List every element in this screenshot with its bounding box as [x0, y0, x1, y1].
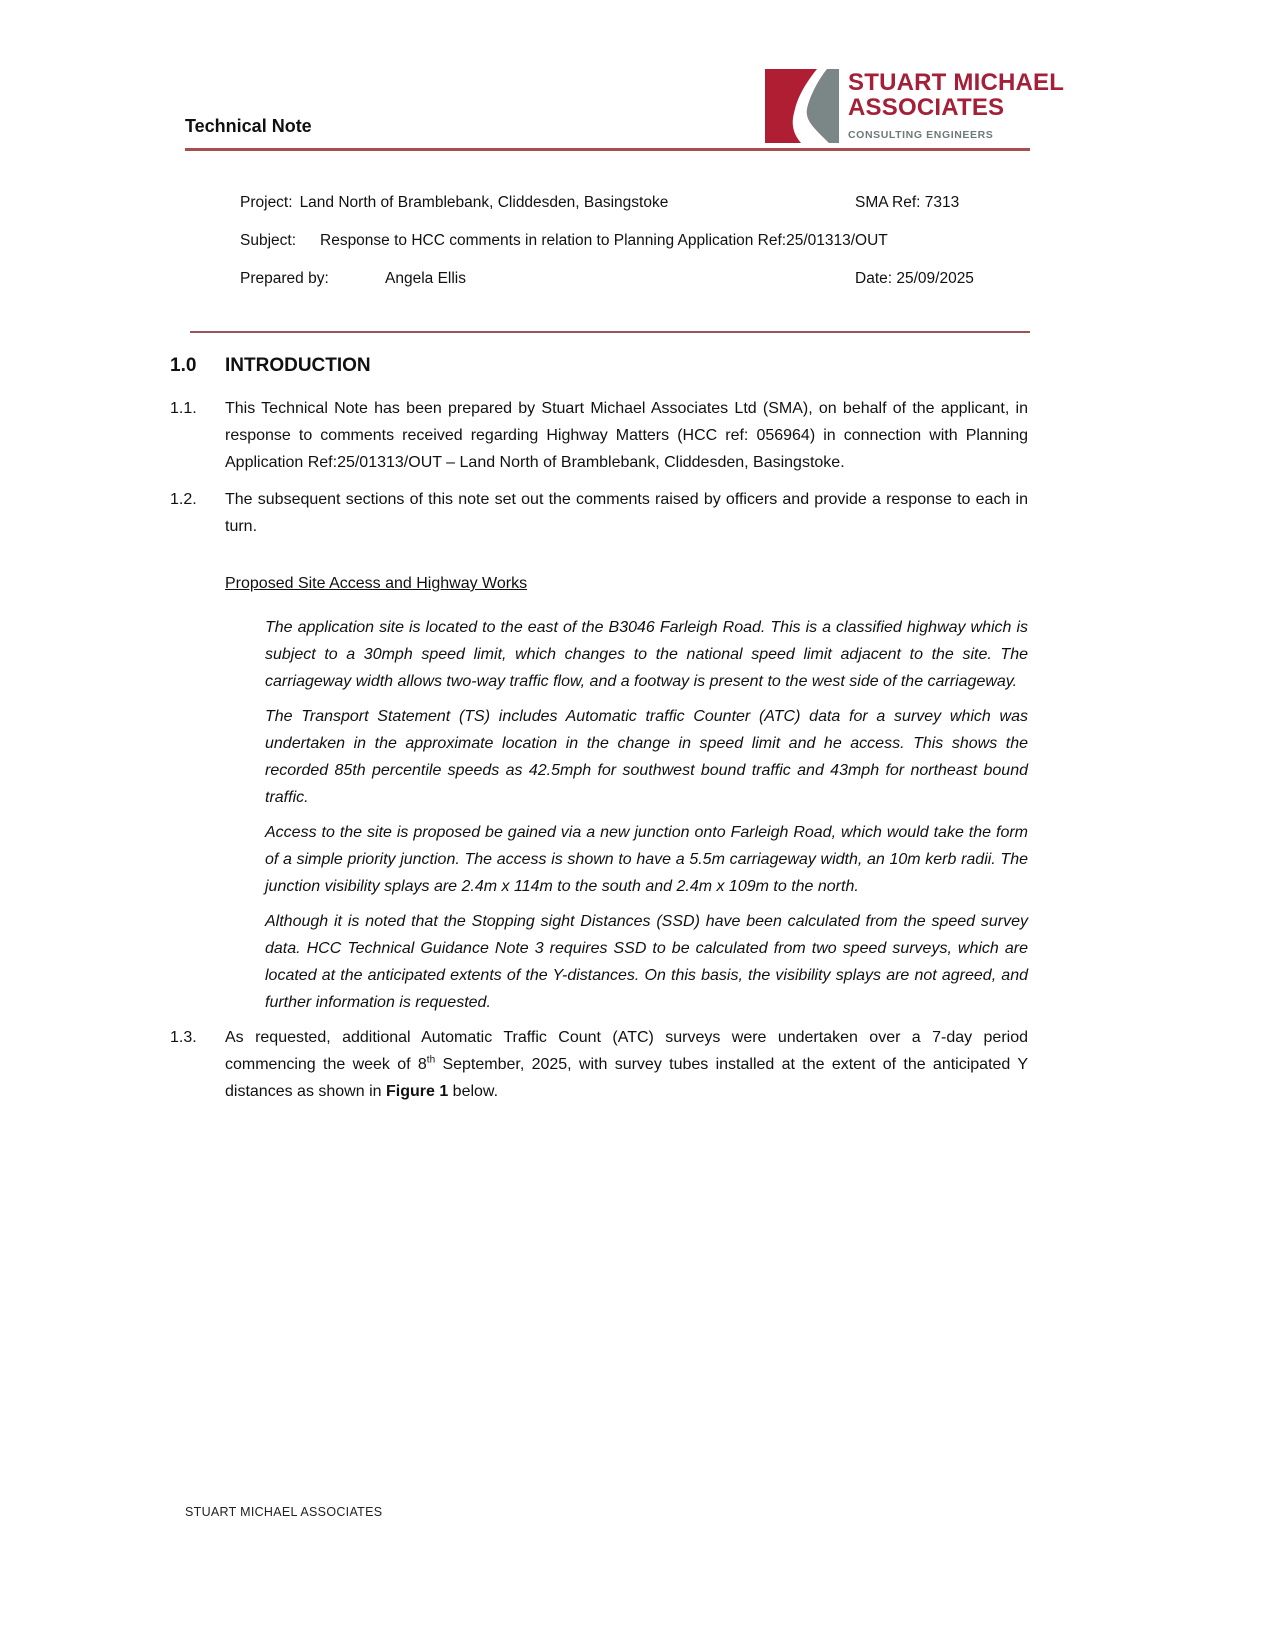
paragraph-number: 1.1.	[170, 400, 197, 417]
prepared-by-label: Prepared by:	[240, 270, 329, 287]
paragraph-text-part2: September, 2025, with survey tubes installed at the extent of the anticipated Y distances as shown in	[225, 1056, 1029, 1100]
quoted-comment-1: The application site is located to the east of the B3046 Farleigh Road. This is a classified highway which is subject to a 30mph speed limit, which changes to the national speed limit adjacent to the site. The carriageway width allows two-way traffic flow, and a footway is present to the west side of the carriageway.	[265, 619, 1028, 690]
project-value: Land North of Bramblebank, Cliddesden, Basingstoke	[299, 194, 669, 211]
logo-tagline: CONSULTING ENGINEERS	[848, 129, 994, 141]
paragraph-text-part1: As requested, additional Automatic Traffic Count (ATC) surveys were undertaken over a 7-day period commencing the week of 8	[225, 1029, 1028, 1073]
paragraph-text	[225, 1024, 1028, 1105]
meta-divider	[190, 331, 1030, 333]
logo-road-icon	[765, 69, 839, 143]
company-logo	[765, 69, 1064, 143]
section-title: INTRODUCTION	[225, 355, 371, 376]
paragraph-text: The subsequent sections of this note set out the comments raised by officers and provide a response to each in turn.	[225, 491, 1028, 535]
date-value: Date: 25/09/2025	[855, 270, 974, 287]
meta-row-project	[240, 194, 1010, 232]
paragraph-text-part3: below.	[448, 1083, 499, 1100]
meta-row-prepared-by	[240, 270, 1010, 308]
paragraph-1-1	[170, 395, 1028, 476]
document-body	[170, 352, 1028, 1115]
prepared-by-value: Angela Ellis	[385, 270, 466, 287]
paragraph-1-3	[170, 1024, 1028, 1105]
project-label: Project:	[240, 194, 293, 211]
ordinal-superscript: th	[426, 1054, 436, 1066]
meta-row-subject	[240, 232, 1010, 270]
logo-text	[848, 69, 1064, 141]
sma-ref: SMA Ref: 7313	[855, 194, 960, 211]
figure-reference: Figure 1	[385, 1083, 449, 1100]
quoted-comment-4: Although it is noted that the Stopping sight Distances (SSD) have been calculated from the speed survey data. HCC Technical Guidance Note 3 requires SSD to be calculated from two speed surveys, which are located at the anticipated extents of the Y-distances. On this basis, the visibility splays are not agreed, and further information is requested.	[265, 913, 1028, 1011]
logo-name-line1: STUART MICHAEL	[848, 69, 1065, 96]
footer-company-name: STUART MICHAEL ASSOCIATES	[185, 1505, 383, 1519]
paragraph-1-2	[170, 486, 1028, 540]
logo-name-line2: ASSOCIATES	[848, 94, 1005, 121]
section-number: 1.0	[170, 355, 197, 376]
doc-type-title: Technical Note	[185, 116, 312, 136]
project-meta-block	[240, 194, 1010, 308]
subject-label: Subject:	[240, 232, 297, 249]
header-divider	[185, 148, 1030, 151]
quoted-comment-2: The Transport Statement (TS) includes Automatic traffic Counter (ATC) data for a survey which was undertaken in the approximate location in the change in speed limit and he access. This shows the recorded 85th percentile speeds as 42.5mph for southwest bound traffic and 43mph for northeast bound traffic.	[265, 708, 1028, 806]
paragraph-text: This Technical Note has been prepared by Stuart Michael Associates Ltd (SMA), on behalf of the applicant, in response to comments received regarding Highway Matters (HCC ref: 056964) in connection with Planning Application Ref:25/01313/OUT – Land North of Bramblebank, Cliddesden, Basingstoke.	[225, 400, 1028, 471]
section-heading	[170, 352, 1028, 379]
quoted-comment-3: Access to the site is proposed be gained via a new junction onto Farleigh Road, which would take the form of a simple priority junction. The access is shown to have a 5.5m carriageway width, an 10m kerb radii. The junction visibility splays are 2.4m x 114m to the south and 2.4m x 109m to the north.	[265, 824, 1028, 895]
subheading-proposed-site-access: Proposed Site Access and Highway Works	[225, 575, 528, 592]
paragraph-number: 1.3.	[170, 1029, 197, 1046]
subject-value: Response to HCC comments in relation to Planning Application Ref:25/01313/OUT	[320, 232, 888, 249]
paragraph-number: 1.2.	[170, 491, 197, 508]
